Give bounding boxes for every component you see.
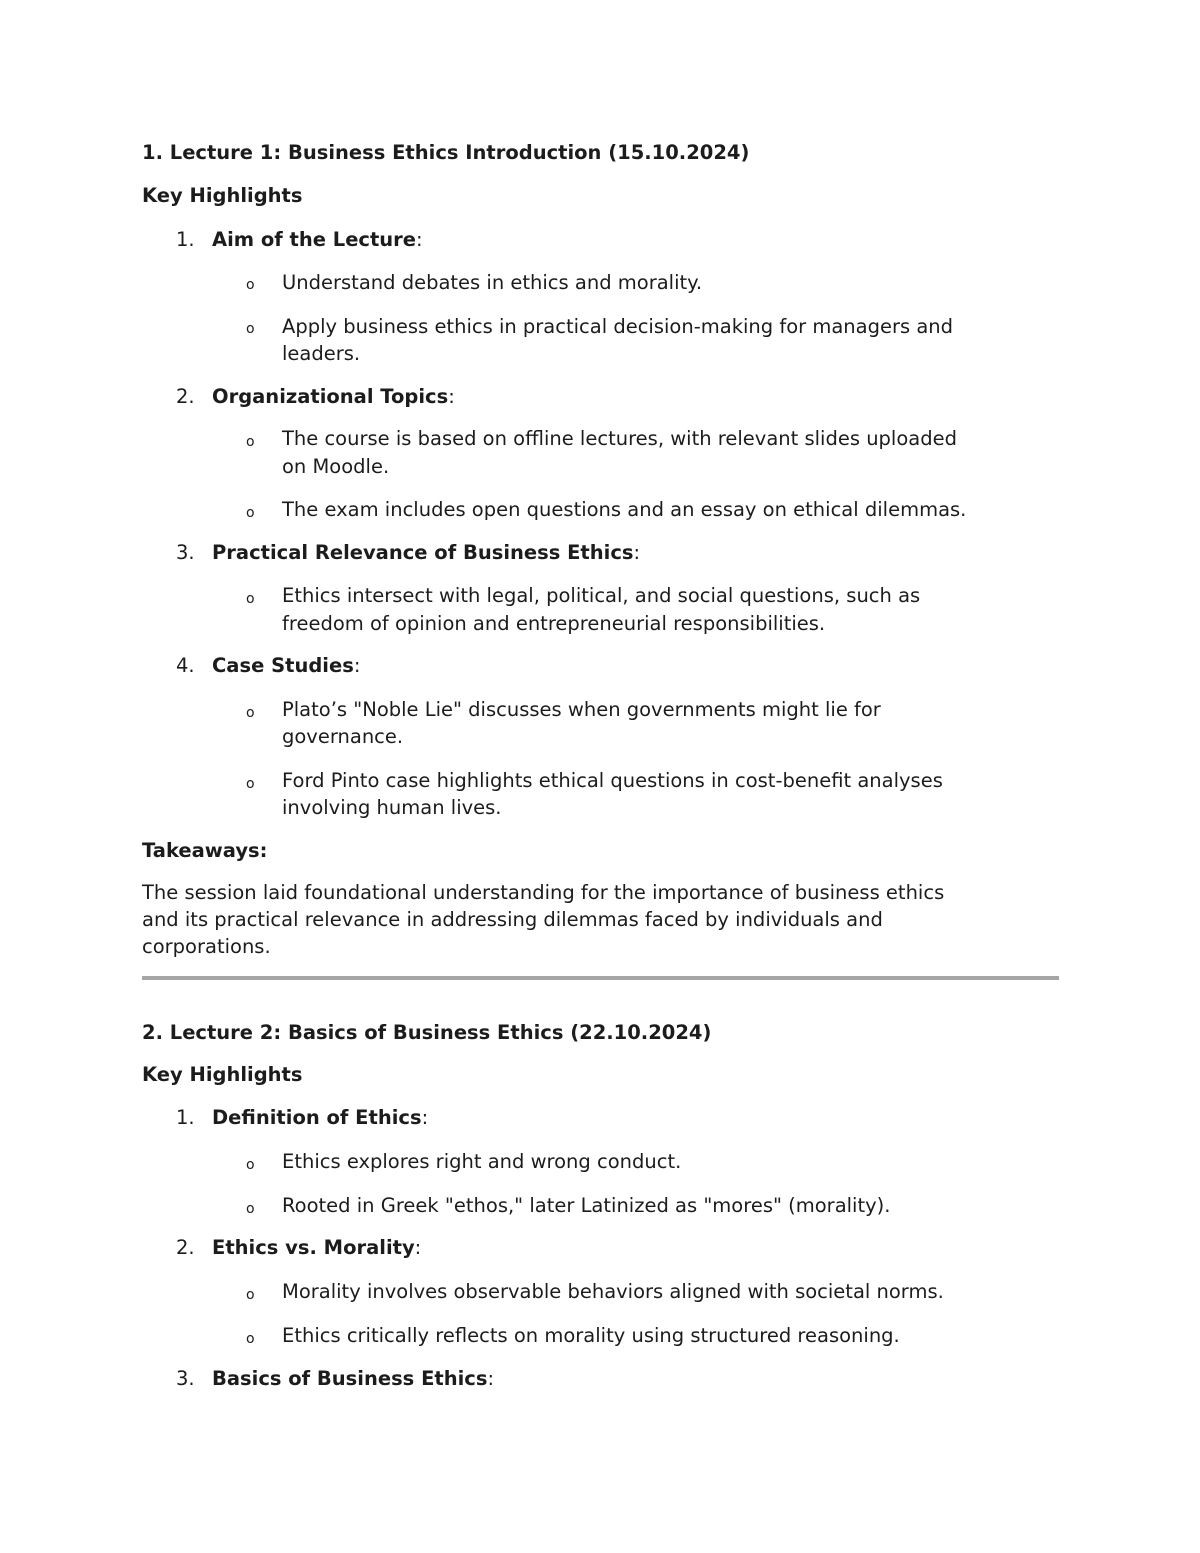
item-title: Case Studies [212,654,354,677]
bullet-text-continued: on Moodle. [282,455,390,478]
lecture-1-title: 1. Lecture 1: Business Ethics Introduction (15.10.2024) [142,141,750,164]
bullet-marker: o [246,321,255,337]
list-item-heading [212,652,360,680]
takeaways-text: corporations. [142,935,271,958]
item-suffix: : [487,1367,495,1390]
bullet-text: The course is based on offline lectures, with relevant slides uploaded [282,427,957,450]
bullet-text: Apply business ethics in practical decision-making for managers and [282,315,954,338]
item-suffix: : [414,1236,422,1259]
takeaways-label: Takeaways: [142,839,268,862]
bullet-marker: o [246,277,255,293]
lecture-2-key-highlights: Key Highlights [142,1063,303,1086]
bullet-marker: o [246,505,255,521]
list-item-heading [212,383,455,411]
item-title: Organizational Topics [212,385,449,408]
bullet-text: Ethics explores right and wrong conduct. [282,1150,682,1173]
bullet-marker: o [246,1287,255,1303]
list-number: 2. [176,385,195,408]
lecture-2-title: 2. Lecture 2: Basics of Business Ethics (22.10.2024) [142,1021,712,1044]
bullet-marker: o [246,1201,255,1217]
item-title: Aim of the Lecture [212,228,417,251]
list-number: 1. [176,228,195,251]
bullet-text-continued: freedom of opinion and entrepreneurial responsibilities. [282,612,826,635]
item-title: Ethics vs. Morality [212,1236,415,1259]
bullet-text: Plato’s "Noble Lie" discusses when governments might lie for [282,698,881,721]
bullet-marker: o [246,1331,255,1347]
list-item-heading [212,1104,428,1132]
bullet-text: Ethics critically reflects on morality using structured reasoning. [282,1324,900,1347]
list-item-heading [212,1234,421,1262]
item-suffix: : [448,385,455,408]
item-suffix: : [416,228,423,251]
list-item-heading [212,539,640,567]
item-title: Definition of Ethics [212,1106,422,1129]
bullet-marker: o [246,1157,255,1173]
item-suffix: : [633,541,641,564]
bullet-text: The exam includes open questions and an essay on ethical dilemmas. [282,498,967,521]
list-item-heading [212,1365,494,1393]
bullet-text-continued: leaders. [282,342,361,365]
item-suffix: : [421,1106,429,1129]
list-number: 4. [176,654,195,677]
bullet-text: Understand debates in ethics and morality. [282,271,703,294]
list-number: 2. [176,1236,195,1259]
list-item-heading [212,226,423,254]
item-title: Practical Relevance of Business Ethics [212,541,634,564]
bullet-marker: o [246,705,255,721]
bullet-text-continued: governance. [282,725,404,748]
bullet-marker: o [246,434,255,450]
list-number: 1. [176,1106,195,1129]
bullet-marker: o [246,776,255,792]
list-number: 3. [176,541,195,564]
bullet-text: Ford Pinto case highlights ethical questions in cost-benefit analyses [282,769,943,792]
bullet-text-continued: involving human lives. [282,796,502,819]
takeaways-text: The session laid foundational understanding for the importance of business ethics [142,881,945,904]
bullet-text: Morality involves observable behaviors aligned with societal norms. [282,1280,944,1303]
section-divider [142,976,1059,980]
bullet-text: Ethics intersect with legal, political, and social questions, such as [282,584,921,607]
item-suffix: : [353,654,361,677]
lecture-1-key-highlights: Key Highlights [142,184,303,207]
item-title: Basics of Business Ethics [212,1367,488,1390]
bullet-marker: o [246,591,255,607]
list-number: 3. [176,1367,195,1390]
takeaways-text: and its practical relevance in addressing dilemmas faced by individuals and [142,908,883,931]
bullet-text: Rooted in Greek "ethos," later Latinized as "mores" (morality). [282,1194,891,1217]
